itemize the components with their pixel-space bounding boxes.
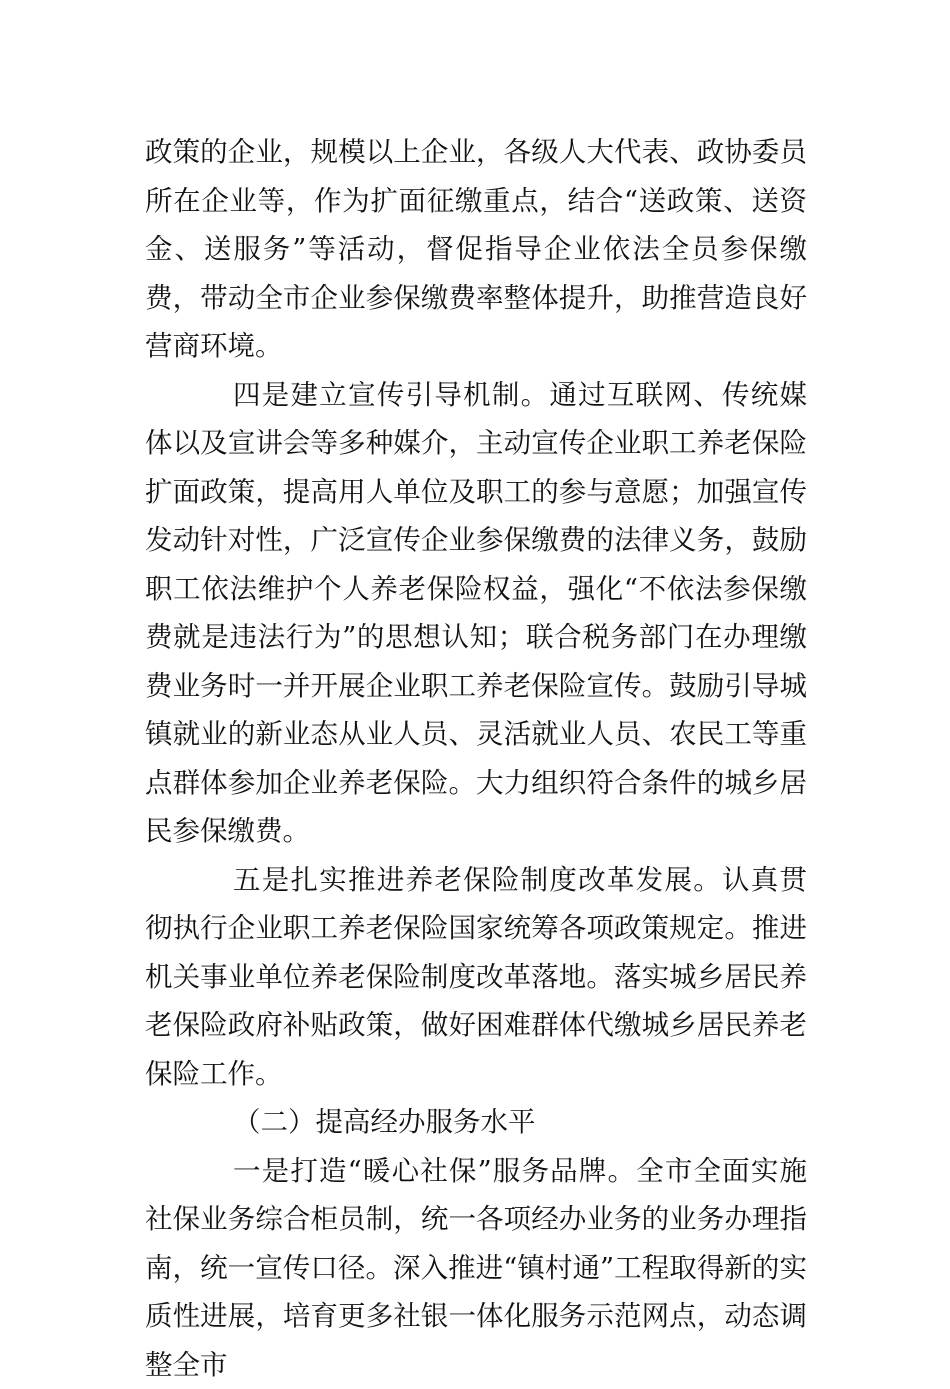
section-heading-service-level: （二）提高经办服务水平 — [145, 1098, 807, 1147]
paragraph-publicity-mechanism: 四是建立宣传引导机制。通过互联网、传统媒体以及宣讲会等多种媒介，主动宣传企业职工养老保险扩面政策，提高用人单位及职工的参与意愿；加强宣传发动针对性，广泛宣传企业参保缴费的法律义务，鼓励职工依法维护个人养老保险权益，强化“不依法参保缴费就是违法行为”的思想认知；联合税务部门在办理缴费业务时一并开展企业职工养老保险宣传。鼓励引导城镇就业的新业态从业人员、灵活就业人员、农民工等重点群体参加企业养老保险。大力组织符合条件的城乡居民参保缴费。 — [145, 371, 807, 856]
paragraph-warm-social-security: 一是打造“暖心社保”服务品牌。全市全面实施社保业务综合柜员制，统一各项经办业务的业务办理指南，统一宣传口径。深入推进“镇村通”工程取得新的实质性进展，培育更多社银一体化服务示范网点，动态调整全市 — [145, 1147, 807, 1389]
paragraph-pension-reform: 五是扎实推进养老保险制度改革发展。认真贯彻执行企业职工养老保险国家统筹各项政策规定。推进机关事业单位养老保险制度改革落地。落实城乡居民养老保险政府补贴政策，做好困难群体代缴城乡居民养老保险工作。 — [145, 856, 807, 1099]
paragraph-policy-enterprises: 政策的企业，规模以上企业，各级人大代表、政协委员所在企业等，作为扩面征缴重点，结合“送政策、送资金、送服务”等活动，督促指导企业依法全员参保缴费，带动全市企业参保缴费率整体提升，助推营造良好营商环境。 — [145, 128, 807, 371]
document-body — [145, 128, 807, 1389]
